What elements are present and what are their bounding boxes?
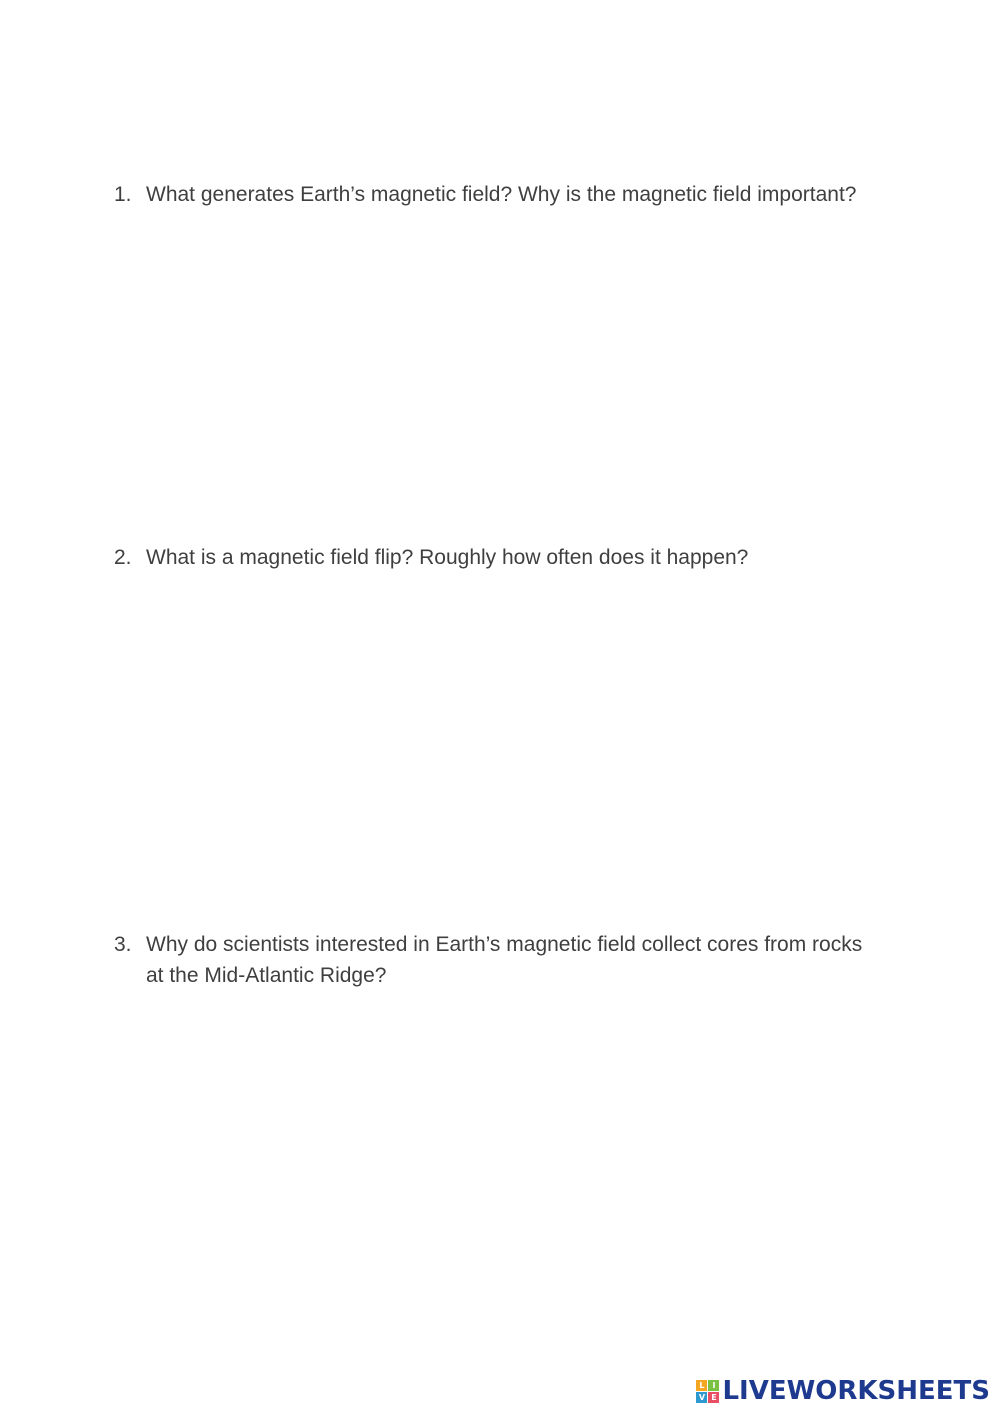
liveworksheets-logo: [696, 1375, 990, 1407]
logo-letter-1: L: [696, 1380, 707, 1391]
logo-letter-2: I: [708, 1380, 719, 1391]
logo-letter-4: E: [708, 1392, 719, 1403]
logo-letter-3: V: [696, 1392, 707, 1403]
question-text: What is a magnetic field flip? Roughly how often does it happen?: [146, 546, 749, 569]
logo-mark-icon: [696, 1380, 719, 1403]
brand-name: LIVEWORKSHEETS: [722, 1376, 990, 1406]
question-number: 1.: [114, 183, 132, 206]
question-text: Why do scientists interested in Earth’s magnetic field collect cores from rocks at the Mid-Atlantic Ridge?: [146, 933, 863, 987]
question-text: What generates Earth’s magnetic field? Why is the magnetic field important?: [146, 183, 857, 206]
question-3: [114, 929, 874, 991]
question-2: [114, 542, 874, 573]
question-number: 2.: [114, 546, 132, 569]
question-number: 3.: [114, 933, 132, 956]
question-1: [114, 179, 874, 210]
